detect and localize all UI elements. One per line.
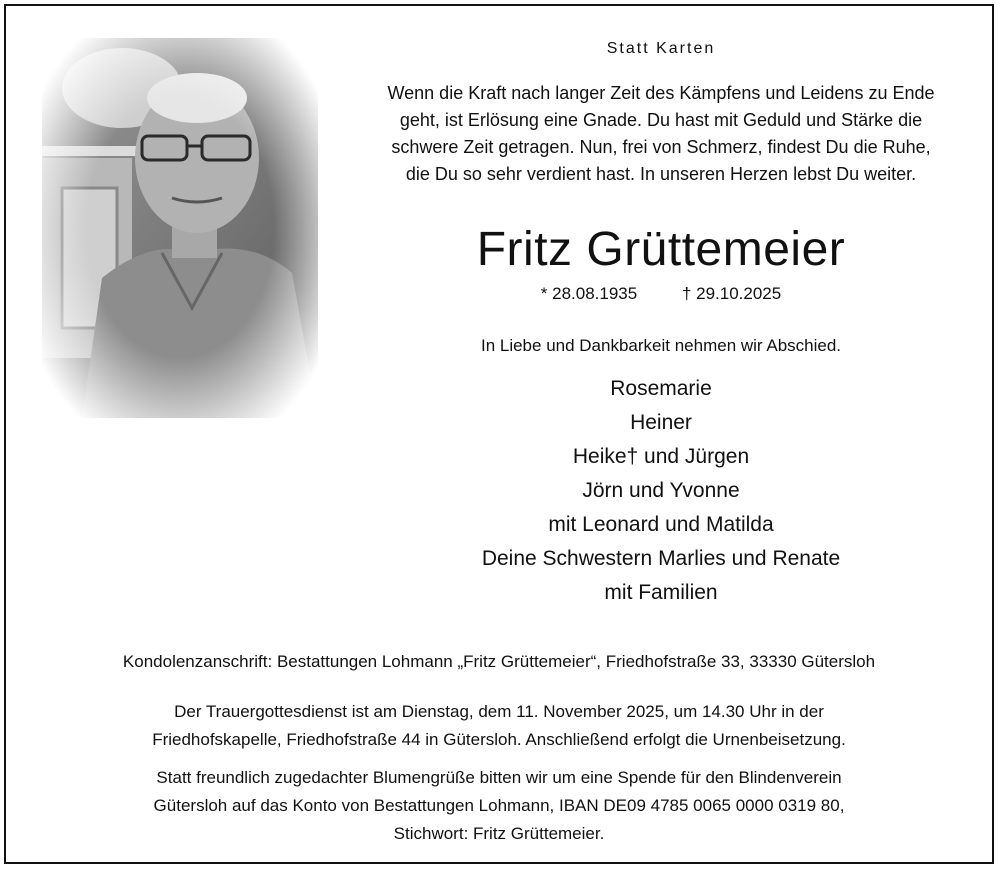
family-member: mit Familien: [604, 581, 718, 604]
deceased-name: Fritz Grüttemeier: [476, 223, 846, 276]
service-info: [6, 698, 992, 754]
family-member: Deine Schwestern Marlies und Renate: [481, 547, 841, 570]
birth-date: * 28.08.1935: [540, 284, 638, 303]
life-dates: [336, 284, 986, 304]
family-member: Heiner: [630, 411, 692, 434]
notice-text-column: [336, 36, 986, 610]
poem-line: Wenn die Kraft nach langer Zeit des Kämpfens und Leidens zu Ende: [387, 83, 935, 103]
poem: [336, 80, 986, 188]
condolence-address: Kondolenzanschrift: Bestattungen Lohmann „Fritz Grüttemeier“, Friedhofstraße 33, 33330 Gütersloh: [122, 652, 876, 671]
service-line: Friedhofskapelle, Friedhofstraße 44 in Gütersloh. Anschließend erfolgt die Urnenbeisetzung.: [152, 730, 846, 749]
family-member: Jörn und Yvonne: [582, 479, 740, 502]
obituary-notice: [4, 4, 994, 864]
death-date: † 29.10.2025: [681, 284, 782, 303]
poem-line: die Du so sehr verdient hast. In unseren Herzen lebst Du weiter.: [405, 164, 917, 184]
portrait-photo: [42, 38, 318, 418]
donation-line: Stichwort: Fritz Grüttemeier.: [393, 824, 605, 843]
farewell-line: In Liebe und Dankbarkeit nehmen wir Abschied.: [480, 336, 842, 355]
poem-line: geht, ist Erlösung eine Gnade. Du hast mit Geduld und Stärke die: [399, 110, 923, 130]
donation-info: [6, 764, 992, 848]
poem-line: schwere Zeit getragen. Nun, frei von Schmerz, findest Du die Ruhe,: [391, 137, 931, 157]
family-member: mit Leonard und Matilda: [548, 513, 774, 536]
family-member: Rosemarie: [610, 377, 712, 400]
kicker-statt-karten: Statt Karten: [606, 40, 716, 57]
service-line: Der Trauergottesdienst ist am Dienstag, dem 11. November 2025, um 14.30 Uhr in der: [174, 702, 824, 721]
donation-line: Gütersloh auf das Konto von Bestattungen Lohmann, IBAN DE09 4785 0065 0000 0319 80,: [153, 796, 845, 815]
donation-line: Statt freundlich zugedachter Blumengrüße bitten wir um eine Spende für den Blindenverein: [156, 768, 842, 787]
family-list: [336, 372, 986, 610]
family-member: Heike† und Jürgen: [572, 445, 750, 468]
